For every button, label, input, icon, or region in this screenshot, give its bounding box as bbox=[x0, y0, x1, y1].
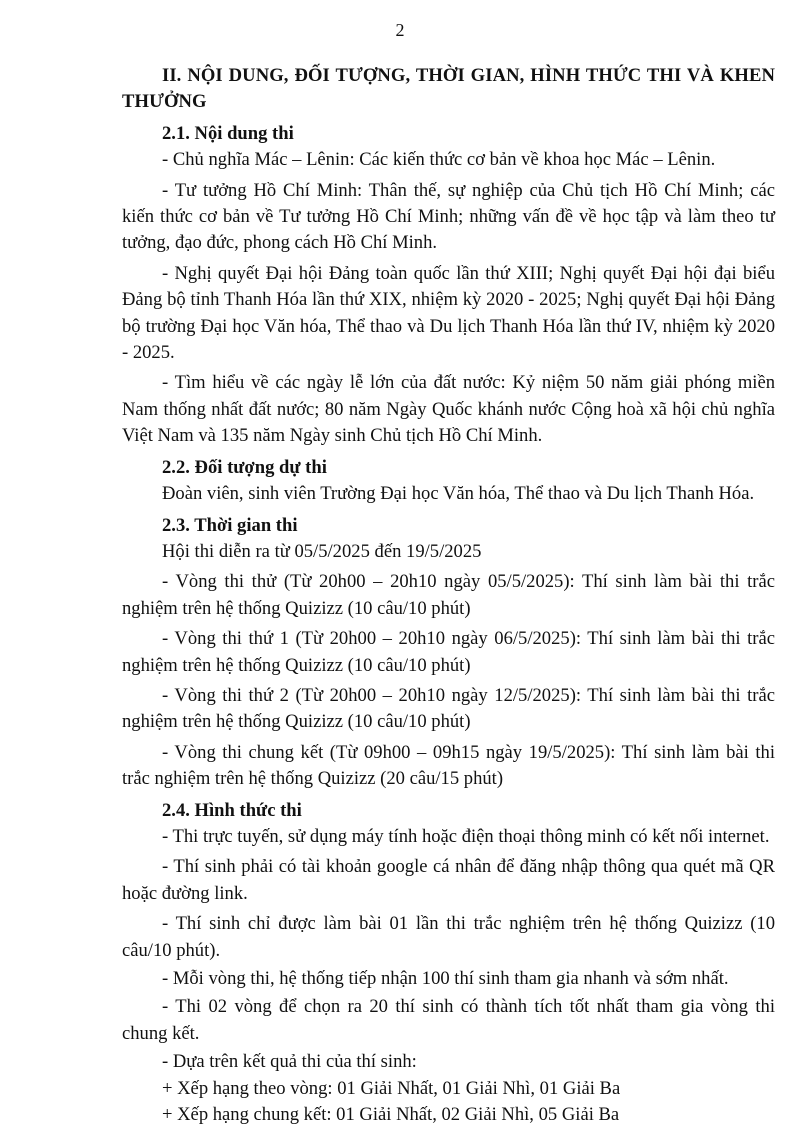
format-item: - Thi 02 vòng để chọn ra 20 thí sinh có thành tích tốt nhất tham gia vòng thi chung kết. bbox=[122, 996, 775, 1044]
format-item: - Thí sinh chỉ được làm bài 01 lần thi trắc nghiệm trên hệ thống Quizizz (10 câu/10 phút). bbox=[122, 913, 775, 961]
round-item: - Vòng thi thứ 1 (Từ 20h00 – 20h10 ngày 06/5/2025): Thí sinh làm bài thi trắc nghiệm trên hệ thống Quizizz (10 câu/10 phút) bbox=[122, 628, 775, 676]
format-item: - Thi trực tuyến, sử dụng máy tính hoặc điện thoại thông minh có kết nối internet. bbox=[162, 825, 770, 847]
award-item: + Xếp hạng chung kết: 01 Giải Nhất, 02 Giải Nhì, 05 Giải Ba bbox=[162, 1104, 620, 1126]
page-number: 2 bbox=[395, 20, 405, 40]
heading-2-4: 2.4. Hình thức thi bbox=[162, 799, 302, 821]
schedule-intro: Hội thi diễn ra từ 05/5/2025 đến 19/5/2025 bbox=[162, 540, 482, 562]
content-item: - Tư tưởng Hồ Chí Minh: Thân thế, sự nghiệp của Chủ tịch Hồ Chí Minh; các kiến thức cơ bản về Tư tưởng Hồ Chí Minh; những vấn đề về học tập và làm theo tư tưởng, đạo đức, phong cách Hồ Chí Minh. bbox=[122, 179, 775, 254]
document-body bbox=[122, 63, 775, 1128]
format-item: - Mỗi vòng thi, hệ thống tiếp nhận 100 thí sinh tham gia nhanh và sớm nhất. bbox=[162, 968, 729, 989]
award-item: + Xếp hạng theo vòng: 01 Giải Nhất, 01 Giải Nhì, 01 Giải Ba bbox=[162, 1077, 621, 1099]
participants-text: Đoàn viên, sinh viên Trường Đại học Văn hóa, Thể thao và Du lịch Thanh Hóa. bbox=[162, 483, 755, 505]
format-item: - Dựa trên kết quả thi của thí sinh: bbox=[162, 1051, 417, 1073]
heading-2-2: 2.2. Đối tượng dự thi bbox=[162, 456, 327, 478]
round-item: - Vòng thi thứ 2 (Từ 20h00 – 20h10 ngày 12/5/2025): Thí sinh làm bài thi trắc nghiệm trên hệ thống Quizizz (10 câu/10 phút) bbox=[122, 684, 775, 733]
heading-2-3: 2.3. Thời gian thi bbox=[162, 514, 298, 536]
content-item: - Tìm hiểu về các ngày lễ lớn của đất nước: Kỷ niệm 50 năm giải phóng miền Nam thống nhất đất nước; 80 năm Ngày Quốc khánh nước Cộng hoà xã hội chủ nghĩa Việt Nam và 135 năm Ngày sinh Chủ tịch Hồ Chí Minh. bbox=[122, 372, 775, 447]
round-item: - Vòng thi thử (Từ 20h00 – 20h10 ngày 05/5/2025): Thí sinh làm bài thi trắc nghiệm trên hệ thống Quizizz (10 câu/10 phút) bbox=[122, 571, 775, 619]
section-title: II. NỘI DUNG, ĐỐI TƯỢNG, THỜI GIAN, HÌNH THỨC THI VÀ KHEN THƯỞNG bbox=[122, 65, 775, 113]
round-item: - Vòng thi chung kết (Từ 09h00 – 09h15 ngày 19/5/2025): Thí sinh làm bài thi trắc nghiệm trên hệ thống Quizizz (20 câu/15 phút) bbox=[122, 741, 775, 790]
content-item: - Nghị quyết Đại hội Đảng toàn quốc lần thứ XIII; Nghị quyết Đại hội đại biểu Đảng bộ tỉnh Thanh Hóa lần thứ XIX, nhiệm kỳ 2020 - 2025; Nghị quyết Đại hội Đảng bộ trường Đại học Văn hóa, Thể thao và Du lịch Thanh Hóa lần thứ IV, nhiệm kỳ 2020 - 2025. bbox=[122, 262, 775, 364]
content-item: - Chủ nghĩa Mác – Lênin: Các kiến thức cơ bản về khoa học Mác – Lênin. bbox=[162, 149, 716, 171]
heading-2-1: 2.1. Nội dung thi bbox=[162, 122, 294, 144]
format-item: - Thí sinh phải có tài khoản google cá nhân để đăng nhập thông qua quét mã QR hoặc đường link. bbox=[122, 856, 775, 904]
